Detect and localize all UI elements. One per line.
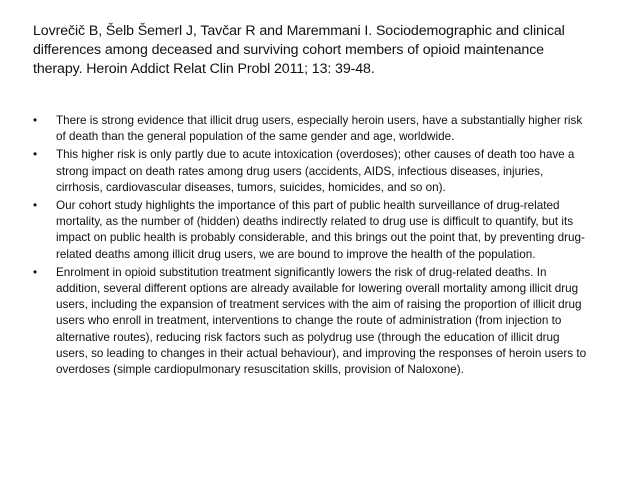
bullet-text: Our cohort study highlights the importance of this part of public health surveillance of drug-related mortality, as the number of (hidden) deaths indirectly related to drug use is difficult to quantify, but its impact on public health is probably considerable, and this brings out the point that, by preventing drug-related deaths among illicit drug users, we are bound to improve the health of the population.	[56, 199, 585, 261]
bullet-marker: •	[33, 265, 38, 279]
bullet-text: There is strong evidence that illicit drug users, especially heroin users, have a substantially higher risk of death than the general population of the same gender and age, worldwide.	[56, 114, 583, 144]
bullet-marker: •	[33, 114, 38, 127]
bullet-marker: •	[33, 148, 38, 162]
bullet-text: Enrolment in opioid substitution treatment significantly lowers the risk of drug-related deaths. In addition, several different options are already available for lowering overall mortality among illicit drug users, including the expansion of treatment services with the aim of raising the proportion of illicit drug users who enroll in treatment, interventions to change the route of administration (from injection to alternative routes), reducing risk factors such as polydrug use (through the education of illicit drug users, so leading to changes in their actual behaviour), and improving the responses of heroin users to overdoses (simple cardiopulmonary resuscitation skills, provision of Naloxone).	[56, 265, 587, 377]
bullet-item-3	[33, 198, 593, 263]
bullet-text: This higher risk is only partly due to acute intoxication (overdoses); other causes of death too have a strong impact on death rates among drug users (accidents, AIDS, infectious diseases, injuries, cirrhosis, cardiovascular diseases, tumors, suicides, homicides, and so on).	[56, 148, 575, 194]
bullet-marker: •	[33, 199, 38, 213]
bullet-item-4	[33, 265, 593, 378]
bullet-item-1	[33, 113, 593, 145]
citation-text: Lovrečič B, Šelb Šemerl J, Tavčar R and Maremmani I. Sociodemographic and clinical differences among deceased and surviving cohort members of opioid maintenance therapy. Heroin Addict Relat Clin Probl 2011; 13: 39-48.	[33, 23, 565, 77]
bullet-list	[33, 113, 593, 380]
bullet-item-2	[33, 147, 593, 196]
